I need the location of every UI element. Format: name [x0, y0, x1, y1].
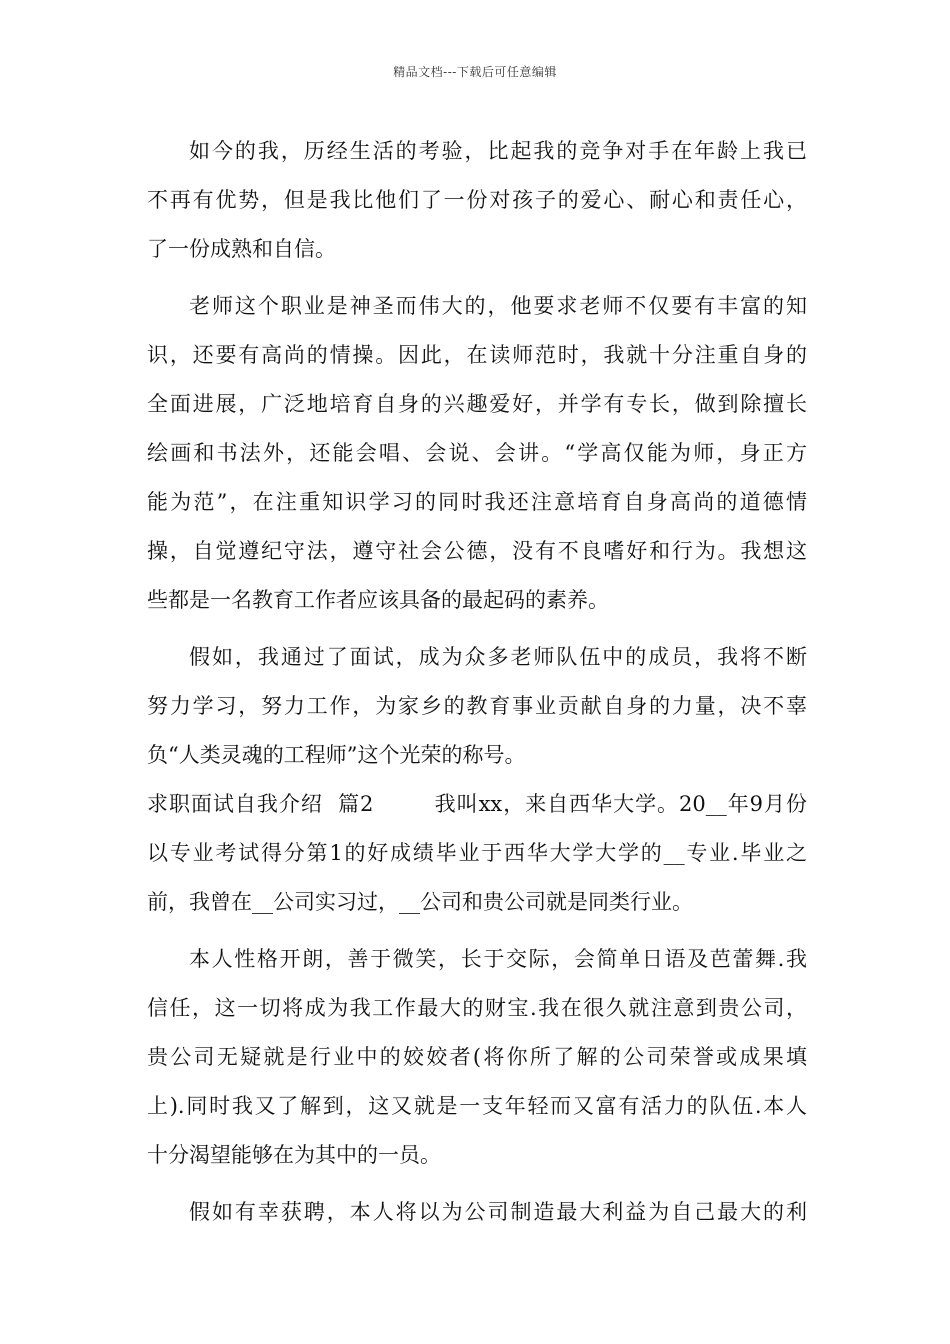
text-line: 绘画和书法外，还能会唱、会说、会讲。“学高仅能为师，身正方	[147, 441, 807, 465]
paragraph	[147, 1188, 807, 1237]
text-line: 前，我曾在__公司实习过，__公司和贵公司就是同类行业。	[147, 890, 693, 914]
text-line: 负“人类灵魂的工程师”这个光荣的称号。	[147, 743, 526, 767]
text-line: 贵公司无疑就是行业中的姣姣者(将你所了解的公司荣誉或成果填	[147, 1045, 807, 1069]
text-line: 不再有优势，但是我比他们了一份对孩子的爱心、耐心和责任心，	[147, 188, 807, 212]
text-line: 些都是一名教育工作者应该具备的最起码的素养。	[147, 588, 609, 612]
text-line: 努力学习，努力工作，为家乡的教育事业贡献自身的力量，决不辜	[147, 694, 807, 718]
text-line: 假如有幸获聘，本人将以为公司制造最大利益为自己最大的利	[189, 1200, 807, 1224]
text-line: 信任，这一切将成为我工作最大的财宝.我在很久就注意到贵公司，	[147, 996, 807, 1020]
text-line: 上).同时我又了解到，这又就是一支年轻而又富有活力的队伍.本人	[147, 1094, 807, 1118]
paragraph	[147, 935, 807, 1180]
text-line: 十分渴望能够在为其中的一员。	[147, 1143, 441, 1167]
paragraph	[147, 633, 807, 780]
document-body	[147, 127, 807, 1237]
paragraph-section-heading	[147, 780, 807, 927]
text-line: 求职面试自我介绍 篇2 我叫xx，来自西华大学。20__年9月份	[147, 792, 807, 816]
paragraph	[147, 282, 807, 625]
text-line: 操，自觉遵纪守法，遵守社会公德，没有不良嗜好和行为。我想这	[147, 539, 807, 563]
paragraph	[147, 127, 807, 274]
text-line: 全面进展，广泛地培育自身的兴趣爱好，并学有专长，做到除擅长	[147, 392, 807, 416]
text-line: 能为范”，在注重知识学习的同时我还注意培育自身高尚的道德情	[147, 490, 807, 514]
page-header: 精品文档---下载后可任意编辑	[393, 65, 557, 79]
text-line: 假如，我通过了面试，成为众多老师队伍中的成员，我将不断	[189, 645, 807, 669]
text-line: 以专业考试得分第1的好成绩毕业于西华大学大学的__专业.毕业之	[147, 841, 807, 865]
text-line: 识，还要有高尚的情操。因此，在读师范时，我就十分注重自身的	[147, 343, 807, 367]
text-line: 本人性格开朗，善于微笑，长于交际，会简单日语及芭蕾舞.我	[189, 947, 807, 971]
text-line: 了一份成熟和自信。	[147, 237, 336, 261]
text-line: 如今的我，历经生活的考验，比起我的竞争对手在年龄上我已	[189, 139, 807, 163]
text-line: 老师这个职业是神圣而伟大的，他要求老师不仅要有丰富的知	[189, 294, 807, 318]
